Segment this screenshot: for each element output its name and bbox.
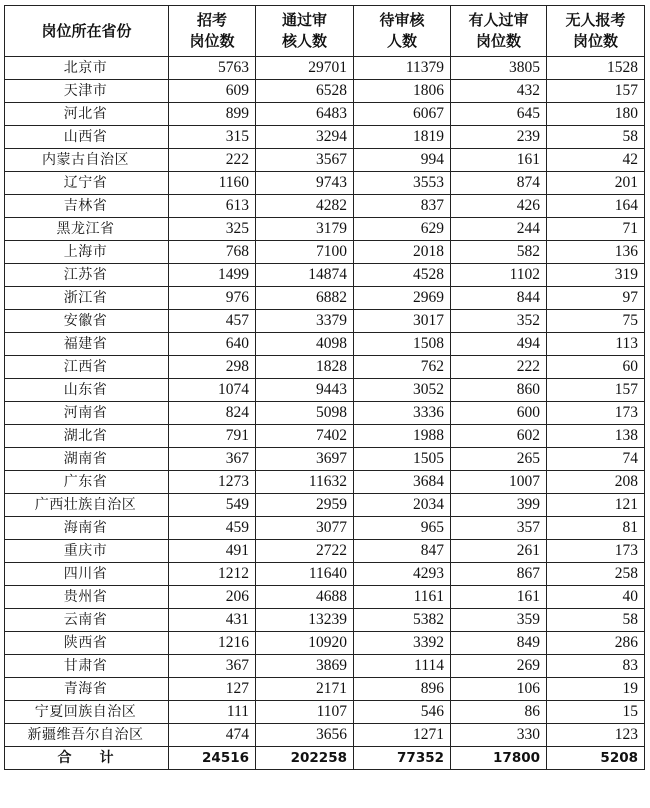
table-row: [5, 103, 645, 126]
header-province: [5, 6, 169, 57]
cell-no-applicant-posts: 258: [547, 563, 645, 586]
cell-approved: 29701: [256, 57, 354, 80]
cell-pending: 3052: [354, 379, 451, 402]
cell-approved: 3294: [256, 126, 354, 149]
cell-approved: 3869: [256, 655, 354, 678]
table-row: [5, 609, 645, 632]
cell-positions: 367: [169, 655, 256, 678]
cell-no-applicant-posts: 173: [547, 540, 645, 563]
cell-no-applicant-posts: 81: [547, 517, 645, 540]
cell-positions: 1216: [169, 632, 256, 655]
header-approved-line1: 通过审: [281, 11, 327, 29]
table-row: [5, 218, 645, 241]
cell-pending: 3553: [354, 172, 451, 195]
cell-province: 海南省: [5, 517, 169, 540]
cell-pending: 1988: [354, 425, 451, 448]
table-row: [5, 333, 645, 356]
header-pending-line1: 待审核: [379, 11, 425, 29]
cell-no-applicant-posts: 138: [547, 425, 645, 448]
header-positions-line1: 招考: [196, 11, 227, 29]
cell-province: 浙江省: [5, 287, 169, 310]
cell-approved-posts: 330: [451, 724, 547, 747]
header-positions-line2: 岗位数: [189, 32, 235, 50]
cell-pending: 837: [354, 195, 451, 218]
cell-province: 辽宁省: [5, 172, 169, 195]
cell-pending: 1114: [354, 655, 451, 678]
cell-approved-posts: 161: [451, 149, 547, 172]
header-approved: [256, 6, 354, 57]
table-row: [5, 678, 645, 701]
total-row: [5, 747, 645, 770]
cell-pending: 2034: [354, 494, 451, 517]
table-row: [5, 540, 645, 563]
cell-approved: 7100: [256, 241, 354, 264]
table-row: [5, 172, 645, 195]
cell-no-applicant-posts: 60: [547, 356, 645, 379]
cell-no-applicant-posts: 15: [547, 701, 645, 724]
cell-approved-posts: 1102: [451, 264, 547, 287]
cell-positions: 457: [169, 310, 256, 333]
total-approved-posts: 17800: [451, 747, 547, 770]
header-row: [5, 6, 645, 57]
table-row: [5, 655, 645, 678]
table-row: [5, 425, 645, 448]
cell-approved-posts: 359: [451, 609, 547, 632]
cell-pending: 1508: [354, 333, 451, 356]
cell-approved-posts: 86: [451, 701, 547, 724]
cell-province: 山西省: [5, 126, 169, 149]
cell-approved: 2171: [256, 678, 354, 701]
cell-province: 宁夏回族自治区: [5, 701, 169, 724]
cell-approved-posts: 1007: [451, 471, 547, 494]
cell-pending: 1161: [354, 586, 451, 609]
cell-pending: 3684: [354, 471, 451, 494]
header-approved-line2: 核人数: [281, 32, 327, 50]
cell-pending: 3336: [354, 402, 451, 425]
cell-pending: 1819: [354, 126, 451, 149]
table-row: [5, 471, 645, 494]
total-no-applicant-posts: 5208: [547, 747, 645, 770]
table-row: [5, 287, 645, 310]
cell-positions: 298: [169, 356, 256, 379]
cell-positions: 768: [169, 241, 256, 264]
cell-no-applicant-posts: 71: [547, 218, 645, 241]
cell-province: 陕西省: [5, 632, 169, 655]
cell-approved: 4688: [256, 586, 354, 609]
cell-no-applicant-posts: 40: [547, 586, 645, 609]
cell-approved: 7402: [256, 425, 354, 448]
cell-positions: 976: [169, 287, 256, 310]
cell-approved-posts: 645: [451, 103, 547, 126]
total-approved: 202258: [256, 747, 354, 770]
cell-approved-posts: 3805: [451, 57, 547, 80]
cell-pending: 6067: [354, 103, 451, 126]
cell-province: 河南省: [5, 402, 169, 425]
table-row: [5, 724, 645, 747]
table-row: [5, 241, 645, 264]
cell-approved: 2722: [256, 540, 354, 563]
cell-province: 黑龙江省: [5, 218, 169, 241]
table-row: [5, 494, 645, 517]
cell-no-applicant-posts: 74: [547, 448, 645, 471]
cell-positions: 222: [169, 149, 256, 172]
cell-approved-posts: 867: [451, 563, 547, 586]
cell-province: 上海市: [5, 241, 169, 264]
cell-approved: 6483: [256, 103, 354, 126]
cell-positions: 549: [169, 494, 256, 517]
cell-pending: 1505: [354, 448, 451, 471]
cell-approved-posts: 357: [451, 517, 547, 540]
cell-approved: 11640: [256, 563, 354, 586]
cell-no-applicant-posts: 164: [547, 195, 645, 218]
cell-approved: 9743: [256, 172, 354, 195]
cell-positions: 325: [169, 218, 256, 241]
cell-province: 江西省: [5, 356, 169, 379]
cell-province: 北京市: [5, 57, 169, 80]
cell-no-applicant-posts: 208: [547, 471, 645, 494]
cell-province: 广西壮族自治区: [5, 494, 169, 517]
cell-approved: 3567: [256, 149, 354, 172]
table-row: [5, 310, 645, 333]
cell-positions: 609: [169, 80, 256, 103]
cell-no-applicant-posts: 180: [547, 103, 645, 126]
cell-approved: 11632: [256, 471, 354, 494]
cell-positions: 1499: [169, 264, 256, 287]
cell-positions: 824: [169, 402, 256, 425]
cell-no-applicant-posts: 319: [547, 264, 645, 287]
cell-approved-posts: 494: [451, 333, 547, 356]
header-no-applicant-posts: [547, 6, 645, 57]
total-pending: 77352: [354, 747, 451, 770]
cell-positions: 1273: [169, 471, 256, 494]
cell-province: 安徽省: [5, 310, 169, 333]
cell-positions: 367: [169, 448, 256, 471]
cell-province: 湖南省: [5, 448, 169, 471]
cell-approved-posts: 261: [451, 540, 547, 563]
cell-province: 云南省: [5, 609, 169, 632]
cell-no-applicant-posts: 42: [547, 149, 645, 172]
cell-pending: 4293: [354, 563, 451, 586]
cell-approved: 9443: [256, 379, 354, 402]
cell-no-applicant-posts: 157: [547, 80, 645, 103]
recruitment-statistics-table: [4, 5, 645, 770]
cell-approved-posts: 244: [451, 218, 547, 241]
header-no-applicant-posts-line1: 无人报考: [565, 11, 626, 29]
table-row: [5, 57, 645, 80]
cell-province: 新疆维吾尔自治区: [5, 724, 169, 747]
cell-positions: 431: [169, 609, 256, 632]
cell-no-applicant-posts: 83: [547, 655, 645, 678]
header-positions: [169, 6, 256, 57]
cell-pending: 2969: [354, 287, 451, 310]
total-label: 合计: [5, 747, 169, 770]
cell-pending: 5382: [354, 609, 451, 632]
cell-positions: 127: [169, 678, 256, 701]
header-approved-posts-line2: 岗位数: [475, 32, 521, 50]
cell-province: 山东省: [5, 379, 169, 402]
cell-approved: 3179: [256, 218, 354, 241]
cell-approved-posts: 849: [451, 632, 547, 655]
cell-no-applicant-posts: 58: [547, 609, 645, 632]
cell-pending: 1271: [354, 724, 451, 747]
cell-province: 广东省: [5, 471, 169, 494]
cell-approved: 3379: [256, 310, 354, 333]
total-positions: 24516: [169, 747, 256, 770]
cell-approved: 10920: [256, 632, 354, 655]
table-row: [5, 448, 645, 471]
cell-positions: 5763: [169, 57, 256, 80]
cell-pending: 546: [354, 701, 451, 724]
cell-positions: 206: [169, 586, 256, 609]
cell-approved-posts: 106: [451, 678, 547, 701]
cell-approved-posts: 600: [451, 402, 547, 425]
table-header: [5, 6, 645, 57]
cell-pending: 3017: [354, 310, 451, 333]
header-province-label: 岗位所在省份: [41, 21, 132, 40]
cell-approved: 4098: [256, 333, 354, 356]
cell-no-applicant-posts: 113: [547, 333, 645, 356]
cell-pending: 1806: [354, 80, 451, 103]
table-row: [5, 126, 645, 149]
cell-pending: 629: [354, 218, 451, 241]
table-body: [5, 57, 645, 747]
table-row: [5, 195, 645, 218]
cell-approved-posts: 426: [451, 195, 547, 218]
table-row: [5, 517, 645, 540]
cell-approved-posts: 222: [451, 356, 547, 379]
cell-pending: 3392: [354, 632, 451, 655]
cell-approved-posts: 582: [451, 241, 547, 264]
cell-approved-posts: 352: [451, 310, 547, 333]
cell-approved: 2959: [256, 494, 354, 517]
cell-positions: 459: [169, 517, 256, 540]
cell-positions: 491: [169, 540, 256, 563]
cell-no-applicant-posts: 97: [547, 287, 645, 310]
cell-positions: 1212: [169, 563, 256, 586]
table-row: [5, 402, 645, 425]
cell-approved: 6528: [256, 80, 354, 103]
cell-positions: 613: [169, 195, 256, 218]
cell-province: 湖北省: [5, 425, 169, 448]
cell-no-applicant-posts: 19: [547, 678, 645, 701]
table-row: [5, 356, 645, 379]
table-row: [5, 379, 645, 402]
cell-province: 内蒙古自治区: [5, 149, 169, 172]
cell-no-applicant-posts: 173: [547, 402, 645, 425]
cell-approved-posts: 239: [451, 126, 547, 149]
table-footer: [5, 747, 645, 770]
cell-positions: 1160: [169, 172, 256, 195]
cell-positions: 640: [169, 333, 256, 356]
cell-no-applicant-posts: 157: [547, 379, 645, 402]
header-no-applicant-posts-line2: 岗位数: [572, 32, 618, 50]
table-row: [5, 80, 645, 103]
table-row: [5, 586, 645, 609]
cell-province: 甘肃省: [5, 655, 169, 678]
header-pending-line2: 人数: [386, 32, 417, 50]
cell-approved: 13239: [256, 609, 354, 632]
cell-positions: 474: [169, 724, 256, 747]
cell-no-applicant-posts: 201: [547, 172, 645, 195]
cell-province: 吉林省: [5, 195, 169, 218]
header-pending: [354, 6, 451, 57]
cell-province: 江苏省: [5, 264, 169, 287]
cell-positions: 1074: [169, 379, 256, 402]
cell-no-applicant-posts: 75: [547, 310, 645, 333]
cell-approved-posts: 432: [451, 80, 547, 103]
cell-approved-posts: 844: [451, 287, 547, 310]
cell-approved: 1828: [256, 356, 354, 379]
cell-approved: 3697: [256, 448, 354, 471]
cell-pending: 4528: [354, 264, 451, 287]
cell-approved: 4282: [256, 195, 354, 218]
cell-approved-posts: 269: [451, 655, 547, 678]
cell-pending: 994: [354, 149, 451, 172]
cell-approved-posts: 265: [451, 448, 547, 471]
table-row: [5, 632, 645, 655]
cell-approved-posts: 602: [451, 425, 547, 448]
cell-no-applicant-posts: 1528: [547, 57, 645, 80]
cell-pending: 896: [354, 678, 451, 701]
cell-pending: 847: [354, 540, 451, 563]
cell-no-applicant-posts: 121: [547, 494, 645, 517]
cell-pending: 11379: [354, 57, 451, 80]
table-row: [5, 149, 645, 172]
cell-no-applicant-posts: 123: [547, 724, 645, 747]
cell-approved-posts: 399: [451, 494, 547, 517]
cell-province: 天津市: [5, 80, 169, 103]
header-approved-posts: [451, 6, 547, 57]
cell-approved: 6882: [256, 287, 354, 310]
cell-approved: 5098: [256, 402, 354, 425]
table-row: [5, 701, 645, 724]
cell-positions: 315: [169, 126, 256, 149]
cell-province: 重庆市: [5, 540, 169, 563]
header-approved-posts-line1: 有人过审: [468, 11, 529, 29]
cell-pending: 2018: [354, 241, 451, 264]
cell-approved-posts: 860: [451, 379, 547, 402]
cell-approved-posts: 874: [451, 172, 547, 195]
table-row: [5, 264, 645, 287]
cell-province: 贵州省: [5, 586, 169, 609]
cell-pending: 965: [354, 517, 451, 540]
cell-province: 四川省: [5, 563, 169, 586]
cell-positions: 899: [169, 103, 256, 126]
cell-approved: 14874: [256, 264, 354, 287]
cell-province: 河北省: [5, 103, 169, 126]
cell-approved: 3077: [256, 517, 354, 540]
cell-approved-posts: 161: [451, 586, 547, 609]
cell-pending: 762: [354, 356, 451, 379]
table-row: [5, 563, 645, 586]
cell-province: 青海省: [5, 678, 169, 701]
cell-province: 福建省: [5, 333, 169, 356]
cell-approved: 1107: [256, 701, 354, 724]
cell-approved: 3656: [256, 724, 354, 747]
cell-no-applicant-posts: 286: [547, 632, 645, 655]
cell-positions: 791: [169, 425, 256, 448]
cell-no-applicant-posts: 136: [547, 241, 645, 264]
cell-positions: 111: [169, 701, 256, 724]
cell-no-applicant-posts: 58: [547, 126, 645, 149]
